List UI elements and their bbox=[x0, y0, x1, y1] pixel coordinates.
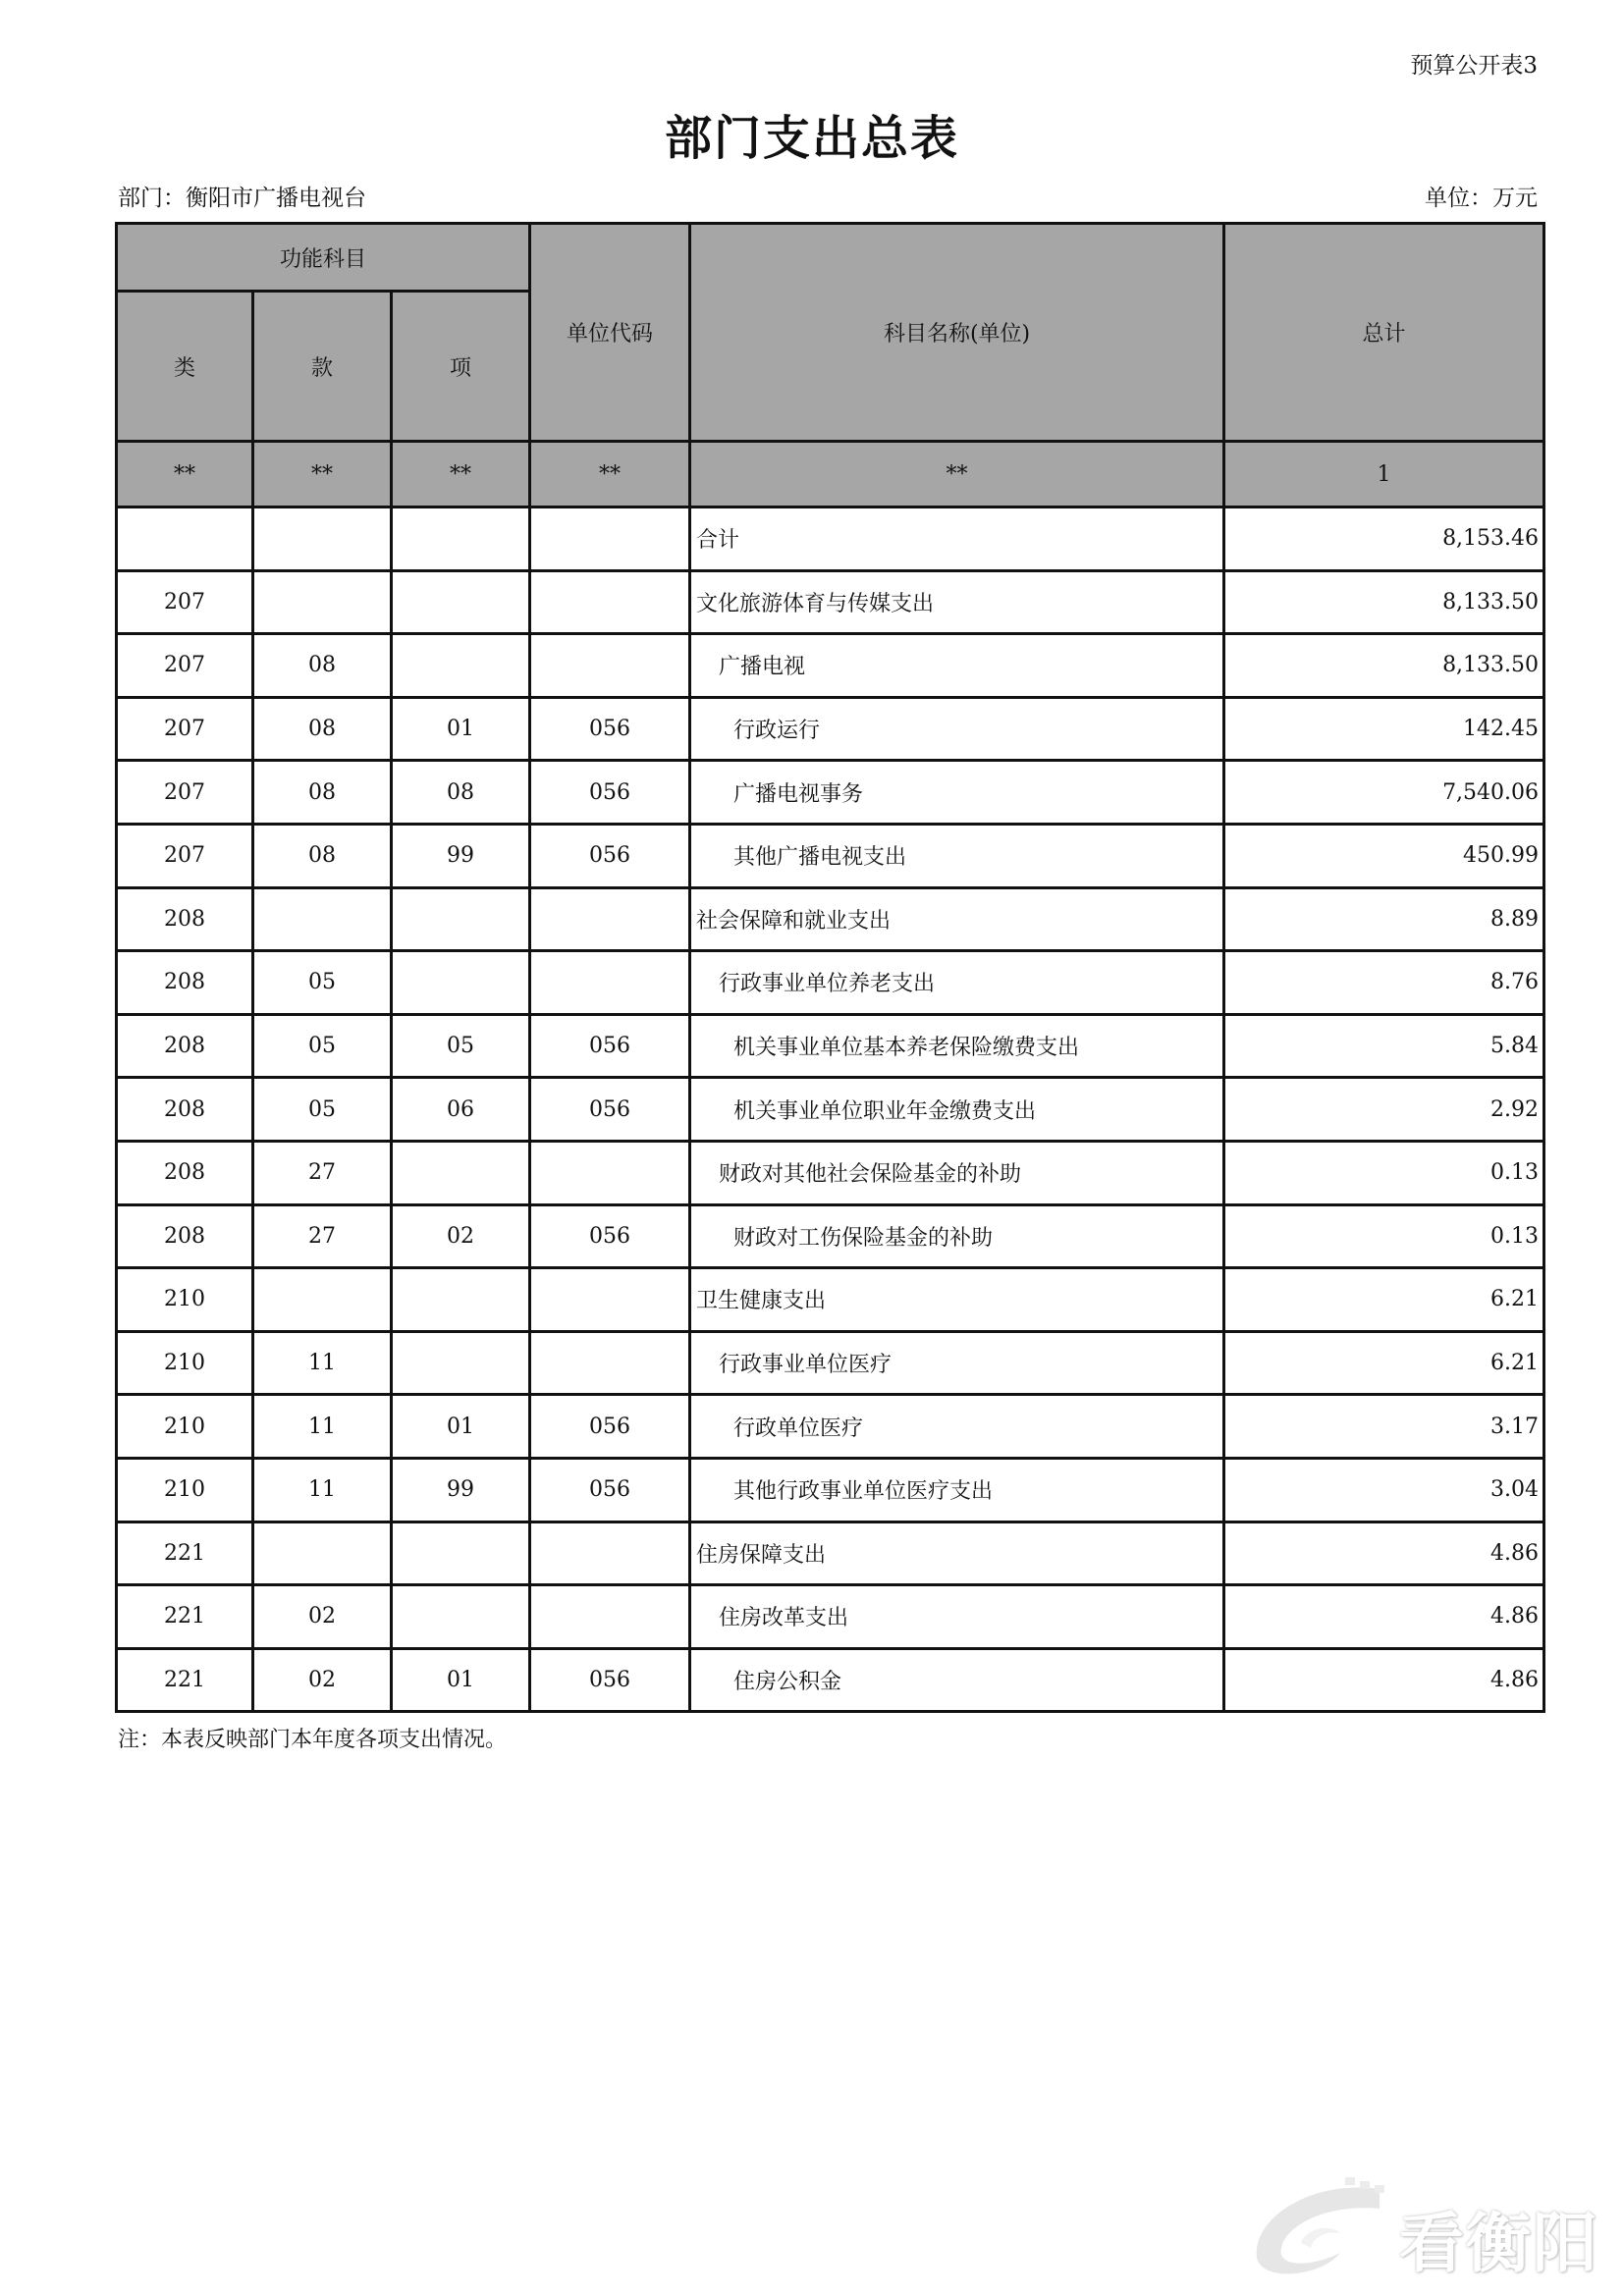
cell-kuan bbox=[253, 1522, 392, 1585]
cell-subject-name: 广播电视事务 bbox=[690, 761, 1224, 825]
cell-unit-code bbox=[530, 1522, 690, 1585]
cell-unit-code: 056 bbox=[530, 824, 690, 887]
marker-cell: 1 bbox=[1224, 442, 1544, 507]
cell-subject-name: 行政事业单位养老支出 bbox=[690, 951, 1224, 1015]
cell-unit-code: 056 bbox=[530, 1458, 690, 1522]
table-row bbox=[117, 697, 1544, 761]
header-total: 总计 bbox=[1224, 224, 1544, 442]
cell-unit-code: 056 bbox=[530, 1648, 690, 1712]
cell-total: 4.86 bbox=[1224, 1585, 1544, 1649]
header-unit-code: 单位代码 bbox=[530, 224, 690, 442]
table-row bbox=[117, 1141, 1544, 1204]
header-func-subject: 功能科目 bbox=[117, 224, 530, 292]
cell-unit-code bbox=[530, 887, 690, 951]
cell-subject-name: 其他行政事业单位医疗支出 bbox=[690, 1458, 1224, 1522]
cell-subject-name: 住房保障支出 bbox=[690, 1522, 1224, 1585]
swirl-logo-icon bbox=[1232, 2169, 1399, 2287]
footnote: 注：本表反映部门本年度各项支出情况。 bbox=[118, 1728, 508, 1752]
cell-xiang: 01 bbox=[392, 1648, 530, 1712]
cell-lei: 207 bbox=[117, 697, 253, 761]
table-row bbox=[117, 570, 1544, 634]
cell-total: 8,133.50 bbox=[1224, 634, 1544, 698]
page-title: 部门支出总表 bbox=[664, 111, 959, 166]
cell-subject-name: 住房公积金 bbox=[690, 1648, 1224, 1712]
cell-subject-name: 住房改革支出 bbox=[690, 1585, 1224, 1649]
table-row bbox=[117, 634, 1544, 698]
table-row bbox=[117, 1648, 1544, 1712]
cell-total: 3.04 bbox=[1224, 1458, 1544, 1522]
cell-subject-name: 机关事业单位基本养老保险缴费支出 bbox=[690, 1014, 1224, 1078]
header-kuan: 款 bbox=[253, 292, 392, 442]
cell-kuan: 02 bbox=[253, 1648, 392, 1712]
cell-unit-code: 056 bbox=[530, 1395, 690, 1459]
cell-unit-code bbox=[530, 1585, 690, 1649]
cell-xiang bbox=[392, 1268, 530, 1332]
cell-xiang bbox=[392, 887, 530, 951]
cell-subject-name: 卫生健康支出 bbox=[690, 1268, 1224, 1332]
cell-total: 8,153.46 bbox=[1224, 507, 1544, 571]
cell-subject-name: 广播电视 bbox=[690, 634, 1224, 698]
cell-xiang bbox=[392, 1141, 530, 1204]
cell-kuan: 02 bbox=[253, 1585, 392, 1649]
marker-cell: ** bbox=[117, 442, 253, 507]
cell-lei: 210 bbox=[117, 1458, 253, 1522]
cell-total: 6.21 bbox=[1224, 1331, 1544, 1395]
cell-lei: 207 bbox=[117, 761, 253, 825]
cell-xiang: 99 bbox=[392, 824, 530, 887]
cell-kuan bbox=[253, 1268, 392, 1332]
cell-xiang bbox=[392, 634, 530, 698]
cell-kuan: 08 bbox=[253, 761, 392, 825]
cell-lei: 208 bbox=[117, 1078, 253, 1142]
cell-xiang: 05 bbox=[392, 1014, 530, 1078]
cell-total: 8,133.50 bbox=[1224, 570, 1544, 634]
table-number-label: 预算公开表3 bbox=[1410, 53, 1538, 79]
table-row bbox=[117, 1204, 1544, 1268]
cell-total: 8.89 bbox=[1224, 887, 1544, 951]
cell-lei: 210 bbox=[117, 1395, 253, 1459]
cell-unit-code: 056 bbox=[530, 761, 690, 825]
cell-xiang bbox=[392, 1585, 530, 1649]
cell-lei: 208 bbox=[117, 887, 253, 951]
cell-total: 7,540.06 bbox=[1224, 761, 1544, 825]
cell-kuan: 11 bbox=[253, 1331, 392, 1395]
cell-kuan: 05 bbox=[253, 1014, 392, 1078]
cell-kuan: 27 bbox=[253, 1204, 392, 1268]
table-row bbox=[117, 1331, 1544, 1395]
expenditure-table bbox=[115, 222, 1545, 1713]
cell-lei bbox=[117, 507, 253, 571]
watermark-text: 看衡阳 bbox=[1399, 2206, 1599, 2281]
table-row bbox=[117, 507, 1544, 571]
marker-cell: ** bbox=[690, 442, 1224, 507]
cell-subject-name: 文化旅游体育与传媒支出 bbox=[690, 570, 1224, 634]
cell-subject-name: 其他广播电视支出 bbox=[690, 824, 1224, 887]
cell-kuan: 11 bbox=[253, 1395, 392, 1459]
cell-total: 4.86 bbox=[1224, 1522, 1544, 1585]
cell-kuan: 27 bbox=[253, 1141, 392, 1204]
cell-total: 5.84 bbox=[1224, 1014, 1544, 1078]
cell-kuan: 08 bbox=[253, 634, 392, 698]
table-row bbox=[117, 1078, 1544, 1142]
cell-subject-name: 机关事业单位职业年金缴费支出 bbox=[690, 1078, 1224, 1142]
department-label: 部门：衡阳市广播电视台 bbox=[118, 186, 366, 211]
cell-unit-code bbox=[530, 634, 690, 698]
cell-lei: 221 bbox=[117, 1522, 253, 1585]
table-row bbox=[117, 1585, 1544, 1649]
cell-lei: 208 bbox=[117, 1204, 253, 1268]
cell-xiang bbox=[392, 1522, 530, 1585]
table-row bbox=[117, 1395, 1544, 1459]
table-row bbox=[117, 887, 1544, 951]
header-subject-name: 科目名称(单位) bbox=[690, 224, 1224, 442]
cell-lei: 208 bbox=[117, 1014, 253, 1078]
cell-xiang bbox=[392, 570, 530, 634]
cell-unit-code bbox=[530, 951, 690, 1015]
cell-xiang: 02 bbox=[392, 1204, 530, 1268]
cell-xiang: 99 bbox=[392, 1458, 530, 1522]
cell-lei: 221 bbox=[117, 1648, 253, 1712]
cell-kuan bbox=[253, 887, 392, 951]
table-row bbox=[117, 761, 1544, 825]
cell-total: 2.92 bbox=[1224, 1078, 1544, 1142]
cell-lei: 221 bbox=[117, 1585, 253, 1649]
cell-subject-name: 行政运行 bbox=[690, 697, 1224, 761]
cell-lei: 207 bbox=[117, 570, 253, 634]
cell-unit-code bbox=[530, 507, 690, 571]
cell-xiang: 06 bbox=[392, 1078, 530, 1142]
cell-total: 6.21 bbox=[1224, 1268, 1544, 1332]
cell-subject-name: 财政对工伤保险基金的补助 bbox=[690, 1204, 1224, 1268]
cell-lei: 210 bbox=[117, 1331, 253, 1395]
cell-kuan: 11 bbox=[253, 1458, 392, 1522]
cell-unit-code bbox=[530, 570, 690, 634]
header-xiang: 项 bbox=[392, 292, 530, 442]
marker-cell: ** bbox=[253, 442, 392, 507]
cell-kuan bbox=[253, 570, 392, 634]
cell-unit-code: 056 bbox=[530, 1078, 690, 1142]
cell-lei: 208 bbox=[117, 1141, 253, 1204]
table-row bbox=[117, 1458, 1544, 1522]
cell-kuan bbox=[253, 507, 392, 571]
unit-label: 单位：万元 bbox=[1425, 186, 1538, 211]
cell-unit-code bbox=[530, 1141, 690, 1204]
cell-subject-name: 社会保障和就业支出 bbox=[690, 887, 1224, 951]
cell-xiang: 08 bbox=[392, 761, 530, 825]
cell-total: 4.86 bbox=[1224, 1648, 1544, 1712]
cell-total: 3.17 bbox=[1224, 1395, 1544, 1459]
cell-subject-name: 行政单位医疗 bbox=[690, 1395, 1224, 1459]
cell-kuan: 05 bbox=[253, 951, 392, 1015]
cell-unit-code: 056 bbox=[530, 1014, 690, 1078]
cell-kuan: 08 bbox=[253, 824, 392, 887]
cell-unit-code: 056 bbox=[530, 697, 690, 761]
cell-total: 142.45 bbox=[1224, 697, 1544, 761]
cell-total: 0.13 bbox=[1224, 1141, 1544, 1204]
cell-unit-code bbox=[530, 1268, 690, 1332]
cell-xiang bbox=[392, 507, 530, 571]
cell-xiang: 01 bbox=[392, 1395, 530, 1459]
cell-subject-name: 财政对其他社会保险基金的补助 bbox=[690, 1141, 1224, 1204]
cell-total: 0.13 bbox=[1224, 1204, 1544, 1268]
cell-xiang bbox=[392, 951, 530, 1015]
cell-total: 8.76 bbox=[1224, 951, 1544, 1015]
marker-cell: ** bbox=[530, 442, 690, 507]
table-row bbox=[117, 1522, 1544, 1585]
cell-subject-name: 合计 bbox=[690, 507, 1224, 571]
cell-xiang: 01 bbox=[392, 697, 530, 761]
cell-lei: 208 bbox=[117, 951, 253, 1015]
cell-lei: 210 bbox=[117, 1268, 253, 1332]
table-row bbox=[117, 951, 1544, 1015]
cell-unit-code: 056 bbox=[530, 1204, 690, 1268]
header-lei: 类 bbox=[117, 292, 253, 442]
table-row bbox=[117, 1014, 1544, 1078]
cell-unit-code bbox=[530, 1331, 690, 1395]
table-row bbox=[117, 1268, 1544, 1332]
cell-kuan: 05 bbox=[253, 1078, 392, 1142]
table-row bbox=[117, 824, 1544, 887]
cell-total: 450.99 bbox=[1224, 824, 1544, 887]
cell-xiang bbox=[392, 1331, 530, 1395]
cell-lei: 207 bbox=[117, 824, 253, 887]
cell-lei: 207 bbox=[117, 634, 253, 698]
cell-kuan: 08 bbox=[253, 697, 392, 761]
watermark-logo bbox=[1232, 2169, 1615, 2287]
marker-cell: ** bbox=[392, 442, 530, 507]
cell-subject-name: 行政事业单位医疗 bbox=[690, 1331, 1224, 1395]
